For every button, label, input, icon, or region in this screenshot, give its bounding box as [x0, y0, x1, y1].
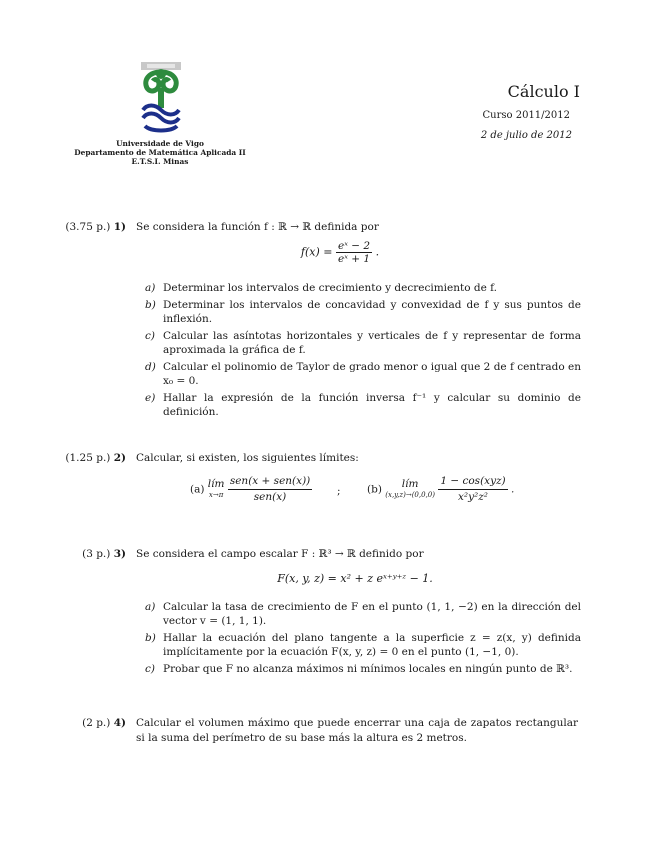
list-item: e) Hallar la expresión de la función inversa f⁻¹ y calcular su dominio de definición. [145, 392, 581, 418]
problem-3-items [145, 600, 581, 679]
problem-1-statement: Se considera la función f : ℝ → ℝ definida por [136, 221, 379, 233]
problem-4-points: (2 p.) 4) [82, 717, 126, 729]
exam-date: 2 de julio de 2012 [480, 130, 572, 141]
list-item: b) Hallar la ecuación del plano tangente a la superficie z = z(x, y) definida implícitamente por la ecuación F(x, y, z) = 0 en el punto (1, −1, 0). [145, 632, 581, 658]
list-item: a) Determinar los intervalos de crecimiento y decrecimiento de f. [145, 282, 498, 294]
problem-3-points: (3 p.) 3) [82, 548, 126, 560]
list-item: d) Calcular el polinomio de Taylor de grado menor o igual que 2 de f centrado en x₀ = 0. [145, 361, 581, 387]
list-item: c) Probar que F no alcanza máximos ni mínimos locales en ningún punto de ℝ³. [145, 663, 573, 675]
course-year: Curso 2011/2012 [482, 110, 570, 121]
department-name: Departamento de Matemática Aplicada II [74, 148, 246, 157]
list-item: c) Calcular las asíntotas horizontales y verticales de f y representar de forma aproximada la gráfica de f. [145, 330, 581, 356]
problem-1-items [145, 281, 581, 422]
problem-2-statement: Calcular, si existen, los siguientes límites: [136, 452, 359, 464]
university-logo [137, 60, 185, 140]
limit-a: (a) lím x→π $\frac{\text{sen(x + sen(x))}}{\text{sen(x)}}$ [190, 475, 311, 503]
institution-block [60, 139, 260, 166]
list-item: a) Calcular la tasa de crecimiento de F en el punto (1, 1, −2) en la dirección del vector v = (1, 1, 1). [145, 601, 581, 627]
limit-b: (b) lím (x,y,z)→(0,0,0) $\frac{\text{1 − cos(xyz)}}{\text{x²y²z²}}$ . [367, 475, 515, 503]
problem-1-equation: f(x) = $\frac{\text{eˣ − 2}}{\text{eˣ + 1}}$ . [300, 240, 380, 265]
problem-2-points: (1.25 p.) 2) [65, 452, 126, 464]
problem-3-statement: Se considera el campo escalar F : ℝ³ → ℝ definido por [136, 548, 424, 560]
list-item: b) Determinar los intervalos de concavidad y convexidad de f y sus puntos de inflexión. [145, 299, 581, 325]
limit-separator: ; [337, 485, 341, 497]
problem-4-statement: Calcular el volumen máximo que puede encerrar una caja de zapatos rectangular si la suma del perímetro de su base más la altura es 2 metros. [136, 717, 578, 744]
school-name: E.T.S.I. Minas [131, 157, 189, 166]
problem-1-points: (3.75 p.) 1) [65, 221, 126, 233]
exam-title: Cálculo I [507, 82, 580, 101]
institution-name: Universidade de Vigo [116, 139, 204, 148]
problem-3-equation: F(x, y, z) = x² + z eˣ⁺ʸ⁺ᶻ − 1. [277, 572, 433, 585]
